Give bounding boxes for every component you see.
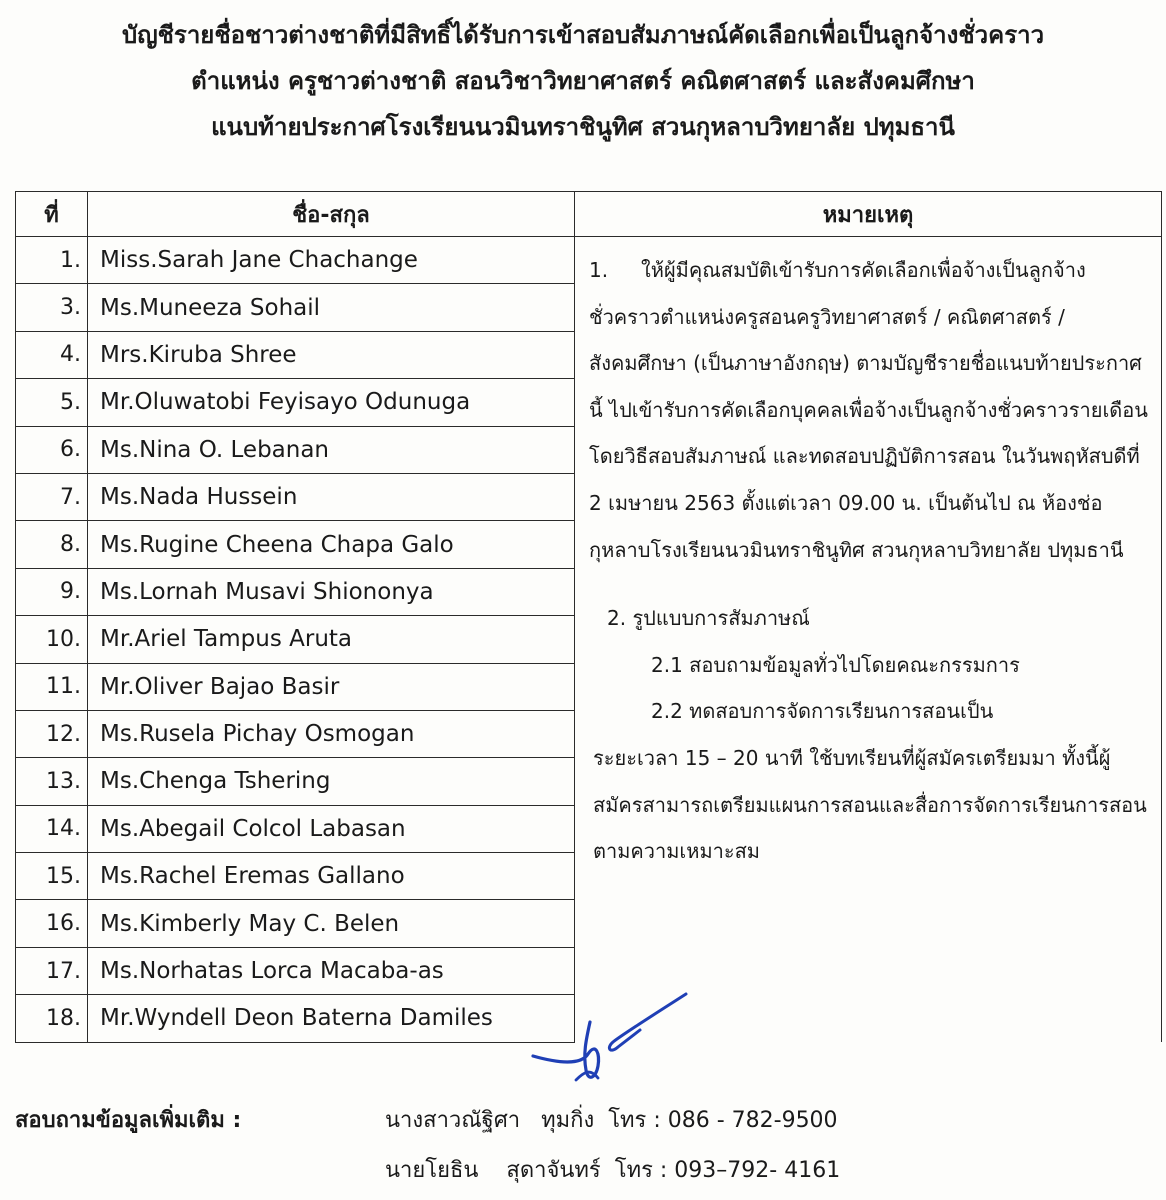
candidate-name: Mr.Oluwatobi Feyisayo Odunuga (88, 379, 575, 426)
remark-2-1: 2.1 สอบถามข้อมูลทั่วไปโดยคณะกรรมการ (651, 652, 1020, 677)
contact-person-1 (385, 1102, 838, 1137)
candidate-name: Mr.Oliver Bajao Basir (88, 663, 575, 710)
table-header-row (16, 192, 1162, 237)
candidate-name: Ms.Muneeza Sohail (88, 284, 575, 331)
candidate-name: Mr.Ariel Tampus Aruta (88, 616, 575, 663)
remark-2-heading: 2. รูปแบบการสัมภาษณ์ (607, 606, 810, 631)
candidate-table (15, 191, 1162, 1043)
contact-name: นางสาวณัฐิศา ทุมกิ่ง (385, 1108, 595, 1133)
row-number: 16. (16, 900, 88, 947)
remarks-cell (575, 237, 1162, 1043)
row-number: 11. (16, 663, 88, 710)
remark-1-number: 1. (589, 258, 609, 282)
candidate-name: Ms.Rachel Eremas Gallano (88, 853, 575, 900)
candidate-name: Ms.Rusela Pichay Osmogan (88, 710, 575, 757)
row-number: 10. (16, 616, 88, 663)
row-number: 14. (16, 805, 88, 852)
title-line-2: ตำแหน่ง ครูชาวต่างชาติ สอนวิชาวิทยาศาสตร์ คณิตศาสตร์ และสังคมศึกษา (191, 67, 975, 95)
signature (528, 992, 698, 1092)
row-number: 13. (16, 758, 88, 805)
row-number: 1. (16, 237, 88, 284)
row-number: 7. (16, 473, 88, 520)
contact-label: สอบถามข้อมูลเพิ่มเติม : (15, 1108, 242, 1133)
row-number: 4. (16, 331, 88, 378)
remark-item-1 (589, 247, 1149, 573)
candidate-name: Ms.Norhatas Lorca Macaba-as (88, 947, 575, 994)
candidate-name: Mrs.Kiruba Shree (88, 331, 575, 378)
contact-name: นายโยธิน สุดาจันทร์ (385, 1158, 601, 1183)
row-number: 18. (16, 995, 88, 1042)
remark-item-2 (589, 595, 1149, 875)
candidate-name: Ms.Nada Hussein (88, 473, 575, 520)
candidate-name: Ms.Abegail Colcol Labasan (88, 805, 575, 852)
remark-2-2-continued: ระยะเวลา 15 – 20 นาที ใช้บทเรียนที่ผู้สมัครเตรียมมา ทั้งนี้ผู้สมัครสามารถเตรียมแผนการสอนและสื่อการจัดการเรียนการสอนตามความเหมาะสม (593, 745, 1147, 864)
row-number: 17. (16, 947, 88, 994)
remark-1-text: ให้ผู้มีคุณสมบัติเข้ารับการคัดเลือกเพื่อจ้างเป็นลูกจ้างชั่วคราวตำแหน่งครูสอนครูวิทยาศาสตร์ / คณิตศาสตร์ / สังคมศึกษา (เป็นภาษาอังกฤษ) ตามบัญชีรายชื่อแนบท้ายประกาศนี้ ไปเข้ารับการคัดเลือกบุคคลเพื่อจ้างเป็นลูกจ้างชั่วคราวรายเดือน โดยวิธีสอบสัมภาษณ์ และทดสอบปฏิบัติการสอน ในวันพฤหัสบดีที่ 2 เมษายน 2563 ตั้งแต่เวลา 09.00 น. เป็นต้นไป ณ ห้องช่อกุหลาบโรงเรียนนวมินทราชินูทิศ สวนกุหลาบวิทยาลัย ปทุมธานี (589, 258, 1148, 562)
candidate-name: Mr.Wyndell Deon Baterna Damiles (88, 995, 575, 1042)
contact-phone: โทร : 086 - 782-9500 (608, 1108, 838, 1133)
header-name: ชื่อ-สกุล (88, 192, 575, 237)
header-remarks: หมายเหตุ (575, 192, 1162, 237)
row-number: 9. (16, 568, 88, 615)
row-number: 5. (16, 379, 88, 426)
candidate-name: Ms.Lornah Musavi Shiononya (88, 568, 575, 615)
row-number: 8. (16, 521, 88, 568)
contact-phone: โทร : 093–792- 4161 (614, 1158, 841, 1183)
table-row (16, 237, 1162, 284)
document-header (0, 12, 1166, 150)
candidate-name: Miss.Sarah Jane Chachange (88, 237, 575, 284)
candidate-name: Ms.Rugine Cheena Chapa Galo (88, 521, 575, 568)
row-number: 6. (16, 426, 88, 473)
title-line-3: แนบท้ายประกาศโรงเรียนนวมินทราชินูทิศ สวนกุหลาบวิทยาลัย ปทุมธานี (211, 113, 955, 141)
row-number: 12. (16, 710, 88, 757)
row-number: 3. (16, 284, 88, 331)
title-line-1: บัญชีรายชื่อชาวต่างชาติที่มีสิทธิ์ได้รับการเข้าสอบสัมภาษณ์คัดเลือกเพื่อเป็นลูกจ้างชั่วคราว (121, 21, 1045, 49)
row-number: 15. (16, 853, 88, 900)
candidate-name: Ms.Nina O. Lebanan (88, 426, 575, 473)
candidate-name: Ms.Kimberly May C. Belen (88, 900, 575, 947)
contact-person-2 (385, 1152, 840, 1187)
header-no: ที่ (16, 192, 88, 237)
candidate-name: Ms.Chenga Tshering (88, 758, 575, 805)
remark-2-2: 2.2 ทดสอบการจัดการเรียนการสอนเป็น (651, 699, 994, 724)
